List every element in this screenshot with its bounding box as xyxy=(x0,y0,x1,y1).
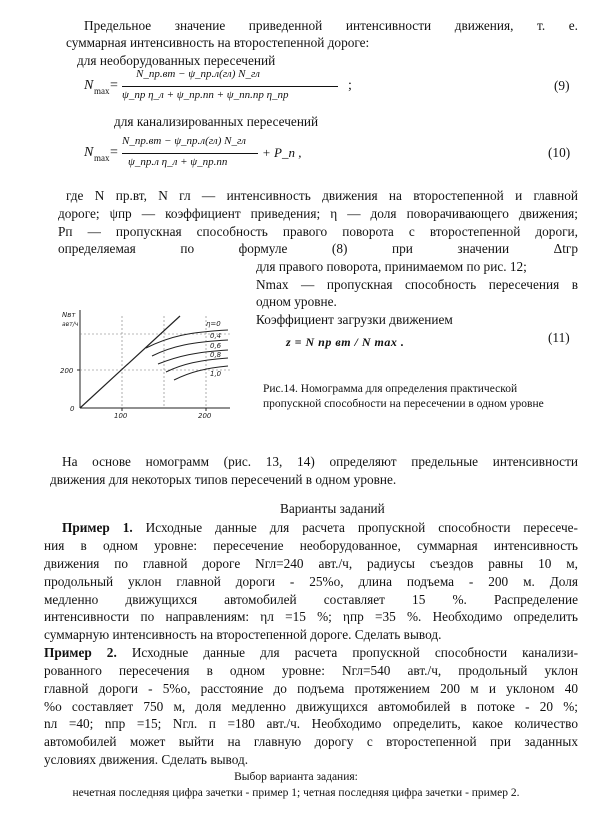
example1-line-2: ния в одном уровне: пересечение необорудованное, суммарная интенсивность xyxy=(44,538,578,553)
based-line-2: движения для некоторых типов пересечений в одном уровне. xyxy=(50,472,397,487)
eq9-lhs: N xyxy=(84,78,94,93)
example2-line-3: главной дороги - 5%о, расстояние до подъема протяжением 200 м и уклоном 40 xyxy=(44,681,578,696)
equation-10: N max = N_пр.вт − ψ_пр.л(гл) N_гл ψ_пр.л η_л + ψ_пр.пп + P_п , (10) xyxy=(84,135,571,168)
equation-9: N max = N_пр.вт − ψ_пр.л(гл) N_гл ψ_пр η_л + ψ_пр.пп + ψ_пп.пр η_пр ; (9) xyxy=(84,68,570,101)
eq11-number: (11) xyxy=(548,330,570,345)
example1-line-4: продольный уклон главной дороги - 25%о, длина подъема - 200 м. Доля xyxy=(44,574,578,589)
eq9-denominator: ψ_пр η_л + ψ_пр.пп + ψ_пп.пр η_пр xyxy=(122,89,289,101)
eq10-number: (10) xyxy=(548,145,571,160)
example2-line-7: условиях движения. Сделать вывод. xyxy=(44,752,249,767)
example2-line-4: %о составляет 750 м, доля медленно движущихся автомобилей в потоке - 20 %; xyxy=(44,699,578,714)
intro-line-2: суммарная интенсивность на второстепенной дороге: xyxy=(66,35,370,50)
where-line-3: Pп — пропускная способность правого поворота с второстепенной дороги, xyxy=(58,224,578,239)
where-line-1: где N пр.вт, N гл — интенсивность движения на второстепенной и главной xyxy=(66,188,578,203)
eq10-numerator: N_пр.вт − ψ_пр.л(гл) N_гл xyxy=(122,135,246,147)
x-tick-200: 200 xyxy=(198,412,212,418)
intro-line-1: Предельное значение приведенной интенсивности движения, т. е. xyxy=(84,18,578,33)
curve-label-0-4: 0,4 xyxy=(210,332,222,340)
y-tick-200: 200 xyxy=(60,367,74,375)
curve-label-0-6: 0,6 xyxy=(210,342,222,350)
variants-title: Варианты заданий xyxy=(280,501,385,516)
y-tick-0: 0 xyxy=(70,405,75,413)
where-line-4: определяемая по формуле (8) при значении Δtгр xyxy=(58,241,578,256)
eq10-tail: + P_п , xyxy=(262,145,302,160)
eq9-numerator: N_пр.вт − ψ_пр.л(гл) N_гл xyxy=(136,68,260,80)
example2-line-5: nл =40; nпр =15; Nгл. п =180 авт./ч. Необходимо определить, какое количество xyxy=(44,716,578,731)
example2-line-2: рованного пересечения в одном уровне: Nгл=540 авт./ч, продольный уклон xyxy=(44,663,578,678)
figure-caption-1: Рис.14. Номограмма для определения практической xyxy=(263,383,518,395)
example1-line-5: медленно движущихся автомобилей составляет 15 %. Распределение xyxy=(44,592,578,607)
example1-line-7: суммарную интенсивность на второстепенной дороге. Сделать вывод. xyxy=(44,627,442,642)
where-line-5: для правого поворота, принимаемом по рис. 12; xyxy=(256,259,527,274)
eq10-fraction-bar xyxy=(122,153,258,154)
based-line-1: На основе номограмм (рис. 13, 14) определяют предельные интенсивности xyxy=(62,454,578,469)
example1-line-1: Пример 1. Исходные данные для расчета пропускной способности пересече- xyxy=(62,520,578,535)
eq9-fraction-bar xyxy=(122,86,338,87)
eq10-denominator: ψ_пр.л η_л + ψ_пр.пп xyxy=(128,156,228,168)
eq9-lhs-sub: max xyxy=(94,86,110,96)
where-line-2: дороге; ψпр — коэффициент приведения; η — доля поворачивающего движения; xyxy=(58,206,578,221)
where-line-6: Nmax — пропускная способность пересечения в xyxy=(256,277,578,292)
eq9-tail: ; xyxy=(348,78,352,93)
diagonal-line xyxy=(80,316,180,408)
eq11: z = N пр вт / N max . xyxy=(286,335,405,349)
example2-line-1: Пример 2. Исходные данные для расчета пропускной способности канализи- xyxy=(44,645,578,660)
eq9-number: (9) xyxy=(554,78,570,93)
example2-line-6: автомобилей может выйти на главную дорогу с второстепенной при заданных xyxy=(44,734,578,749)
intro-line-3: для необорудованных пересечений xyxy=(77,53,276,68)
curve-label-1-0: 1,0 xyxy=(210,370,222,378)
canal-heading: для канализированных пересечений xyxy=(114,114,319,129)
figure-caption-2: пропускной способности на пересечении в одном уровне xyxy=(263,398,544,410)
where-line-7: одном уровне. xyxy=(256,294,337,309)
example1-line-6: интенсивности по направлениям: ηл =15 %; ηпр =35 %. Необходимо определить xyxy=(44,609,578,624)
y-axis-unit: авт/ч xyxy=(62,321,79,328)
x-tick-100: 100 xyxy=(114,412,128,418)
grid xyxy=(80,316,230,408)
nomogram-figure xyxy=(60,306,260,418)
eq10-lhs: N xyxy=(84,145,94,160)
example1-label: Пример 1. xyxy=(62,520,133,535)
choice-line-2: нечетная последняя цифра зачетки - пример 1; четная последняя цифра зачетки - пример 2. xyxy=(72,787,520,799)
eq10-lhs-sub: max xyxy=(94,153,110,163)
curve-label-0: η=0 xyxy=(206,320,221,328)
choice-line-1: Выбор варианта задания: xyxy=(234,771,358,783)
where-line-8: Коэффициент загрузки движением xyxy=(256,312,453,327)
curve-label-0-8: 0,8 xyxy=(210,351,222,359)
example1-line-3: движения по главной дороге Nгл=240 авт./ч, радиусы съездов равны 10 м, xyxy=(44,556,578,571)
example2-label: Пример 2. xyxy=(44,645,117,660)
y-axis-label: Nвт xyxy=(62,311,76,319)
